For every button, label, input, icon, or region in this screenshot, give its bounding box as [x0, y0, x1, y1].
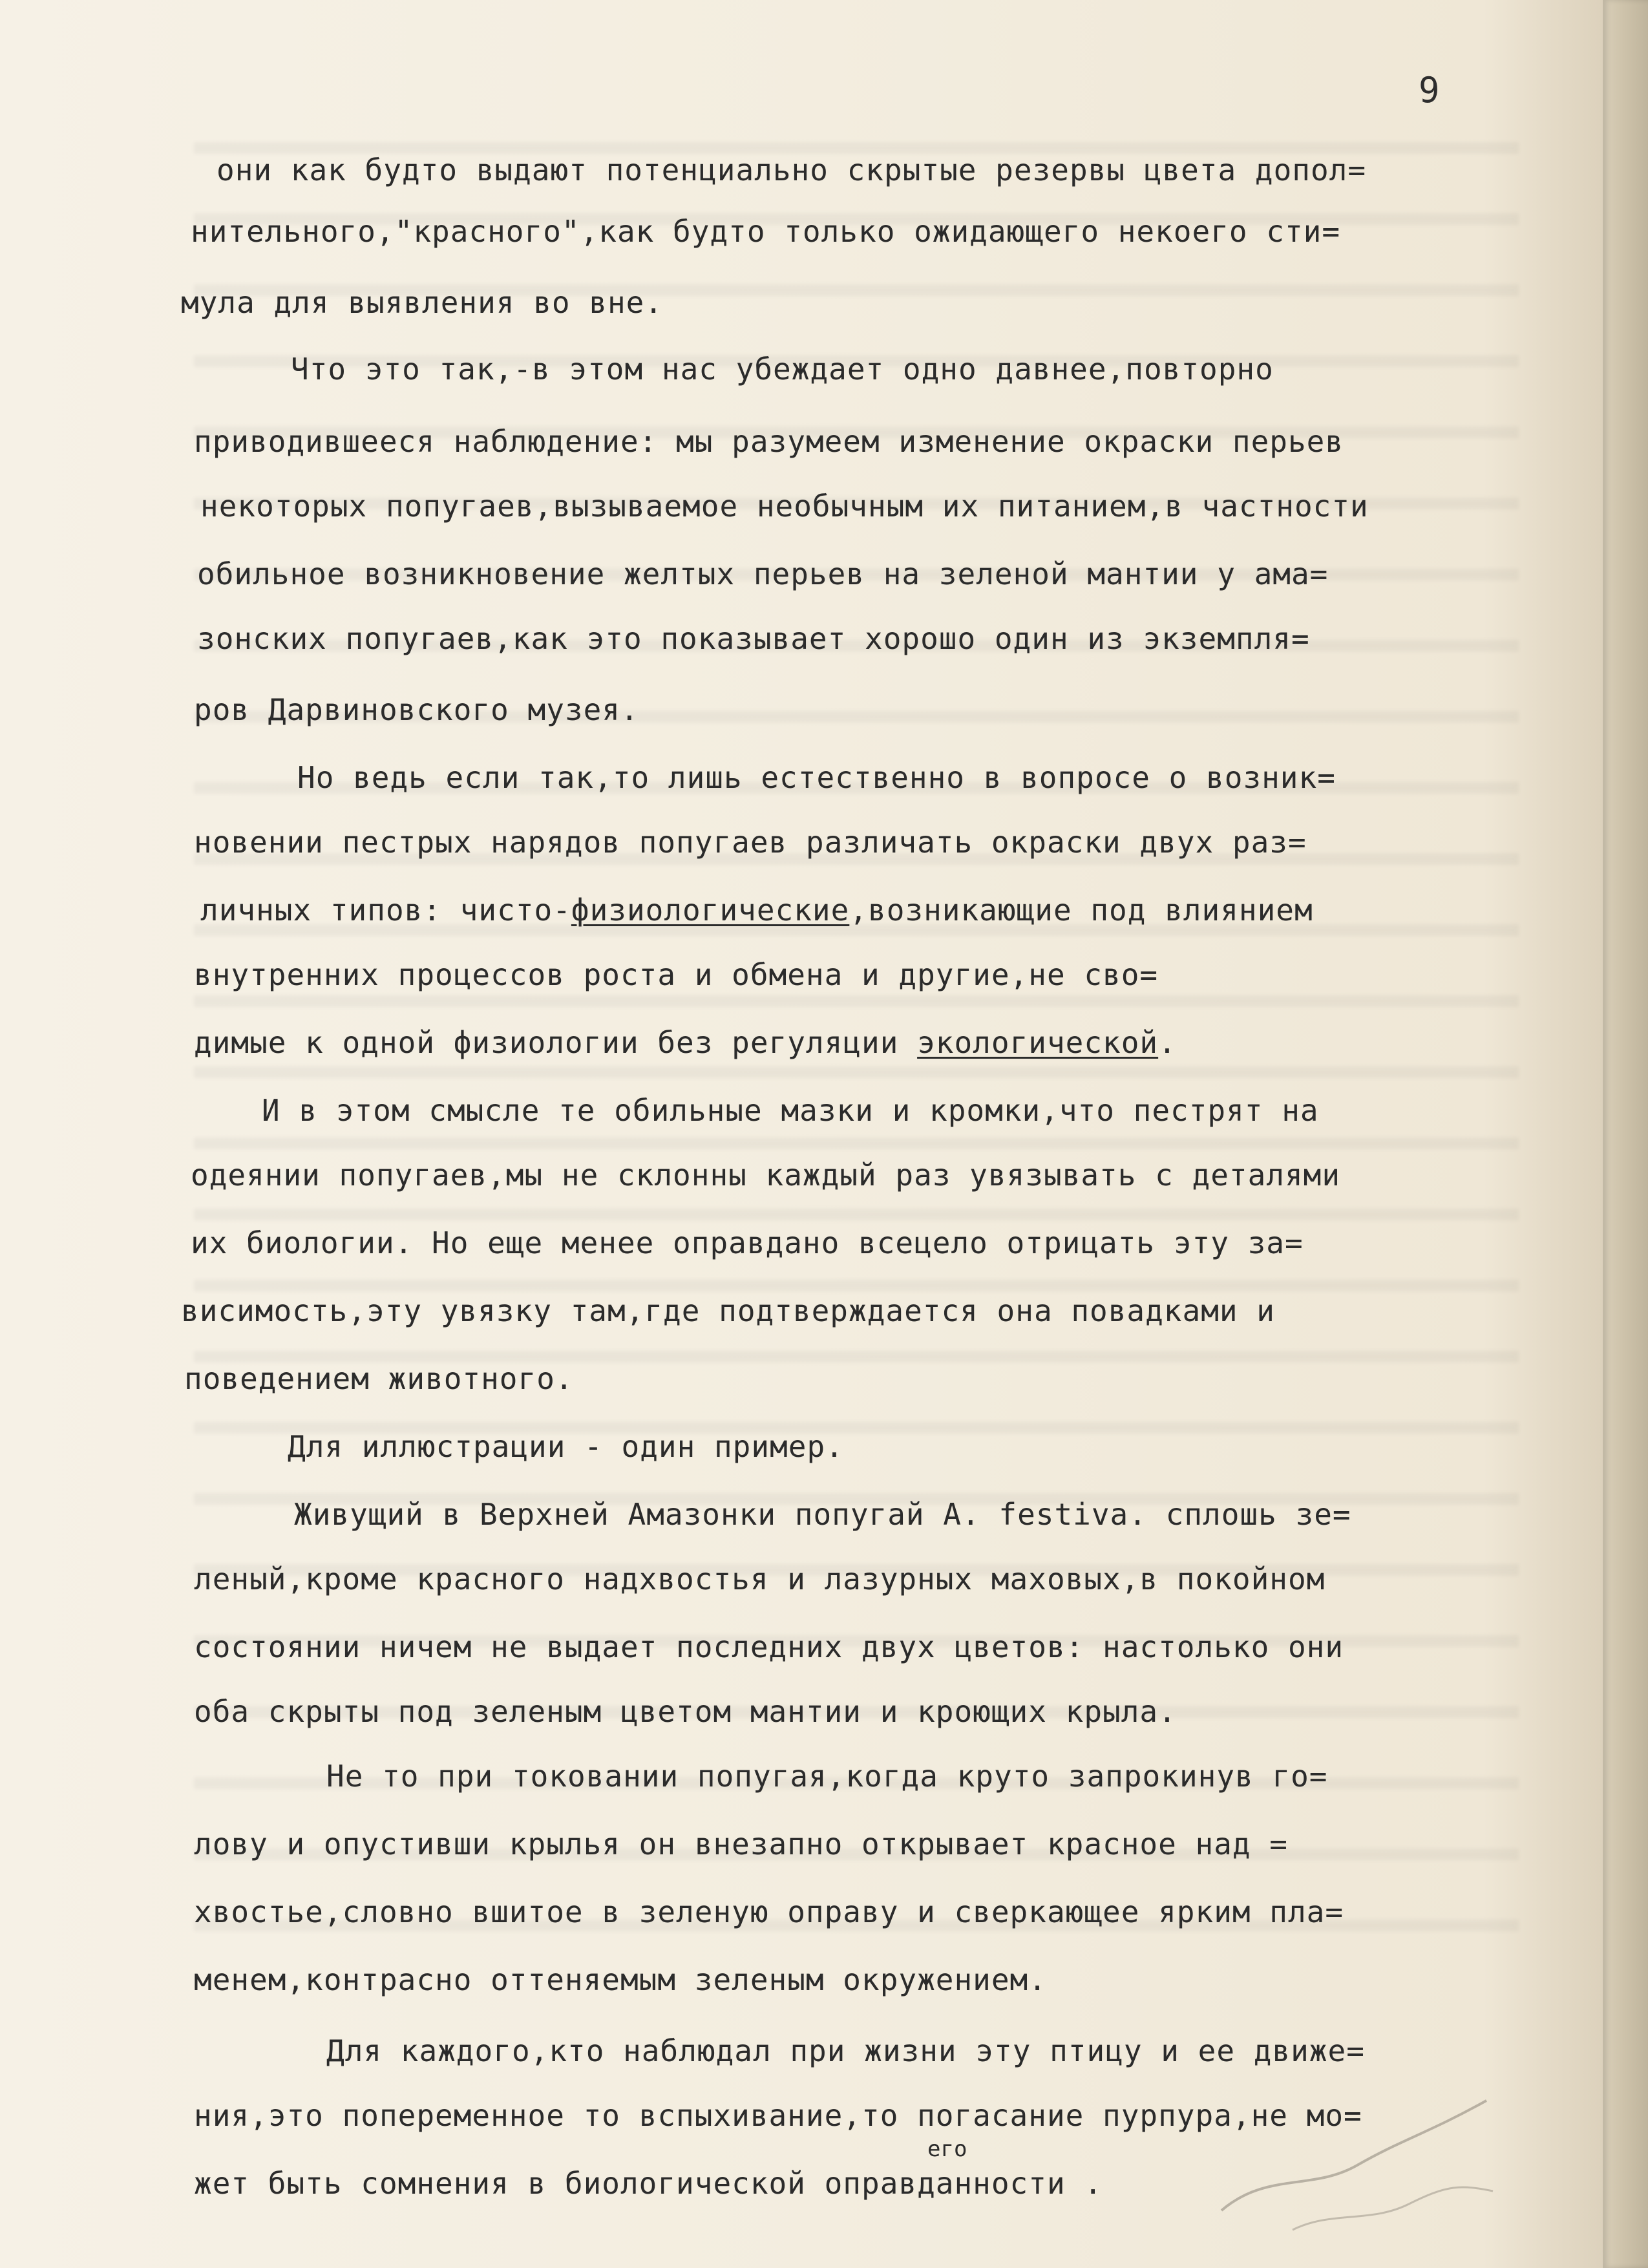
text-line-31: жет быть сомнения в биологической оправданности .	[194, 2166, 1103, 2201]
text-line-27: хвостье,словно вшитое в зеленую оправу и сверкающее ярким пла=	[194, 1894, 1344, 1929]
text-line-28: менем,контрасно оттеняемым зеленым окружением.	[194, 1962, 1047, 1997]
text-line-30: ния,это попеременное то вспыхивание,то погасание пурпура,не мо=	[194, 2098, 1362, 2133]
text-line-19: поведением животного.	[184, 1361, 574, 1396]
text-line-23: состоянии ничем не выдает последних двух цветов: настолько они	[194, 1629, 1344, 1664]
text-line-12	[200, 895, 1313, 925]
text-line-5: приводившееся наблюдение: мы разумеем изменение окраски перьев	[194, 424, 1344, 459]
text-line-26: лову и опустивши крылья он внезапно открывает красное над =	[194, 1827, 1288, 1861]
text-line-6: некоторых попугаев,вызываемое необычным их питанием,в частности	[200, 489, 1369, 524]
text-line-12-start: личных типов: чисто-	[200, 893, 571, 927]
paper-edge	[1603, 0, 1648, 2268]
text-line-4: Что это так,-в этом нас убеждает одно давнее,повторно	[291, 352, 1274, 387]
underlined-ecological: экологической	[917, 1025, 1159, 1060]
text-line-12-end: ,возникающие под влиянием	[849, 893, 1313, 927]
text-line-16: одеянии попугаев,мы не склонны каждый раз увязывать с деталями	[191, 1158, 1341, 1192]
text-line-1: они как будто выдают потенциально скрытые резервы цвета допол=	[217, 153, 1367, 187]
text-line-21: Живущий в Верхней Амазонки попугай A. festiva. сплошь зе=	[294, 1497, 1351, 1532]
text-line-8: зонских попугаев,как это показывает хорошо один из экземпля=	[197, 621, 1310, 656]
text-line-22: леный,кроме красного надхвостья и лазурных маховых,в покойном	[194, 1562, 1326, 1596]
text-line-20: Для иллюстрации - один пример.	[288, 1429, 844, 1464]
text-line-9: ров Дарвиновского музея.	[194, 692, 639, 727]
text-line-14-end: .	[1158, 1025, 1177, 1060]
underlined-physiological: физиологические	[571, 893, 850, 927]
text-line-2: нительного,"красного",как будто только ожидающего некоего сти=	[191, 214, 1341, 249]
text-line-24: оба скрыты под зеленым цветом мантии и кроющих крыла.	[194, 1694, 1177, 1729]
text-line-13: внутренних процессов роста и обмена и другие,не сво=	[194, 957, 1159, 992]
text-line-3: мула для выявления во вне.	[181, 285, 664, 320]
text-line-10: Но ведь если так,то лишь естественно в вопросе о возник=	[297, 760, 1336, 795]
text-line-11: новении пестрых нарядов попугаев различать окраски двух раз=	[194, 825, 1307, 860]
text-line-29: Для каждого,кто наблюдал при жизни эту птицу и ее движе=	[326, 2033, 1365, 2068]
text-line-14-start: димые к одной физиологии без регуляции	[194, 1025, 918, 1060]
text-line-18: висимость,эту увязку там,где подтверждается она повадками и	[181, 1293, 1275, 1328]
text-line-14	[194, 1025, 1177, 1060]
text-line-25: Не то при токовании попугая,когда круто запрокинув го=	[326, 1759, 1328, 1794]
page-number: 9	[1419, 70, 1440, 111]
text-line-7: обильное возникновение желтых перьев на зеленой мантии у ама=	[197, 556, 1329, 591]
pencil-scribble	[1215, 2094, 1506, 2243]
text-line-15: И в этом смысле те обильные мазки и кромки,что пестрят на	[262, 1093, 1319, 1128]
inserted-word: его	[927, 2136, 967, 2162]
text-line-17: их биологии. Но еще менее оправдано всецело отрицать эту за=	[191, 1225, 1304, 1260]
